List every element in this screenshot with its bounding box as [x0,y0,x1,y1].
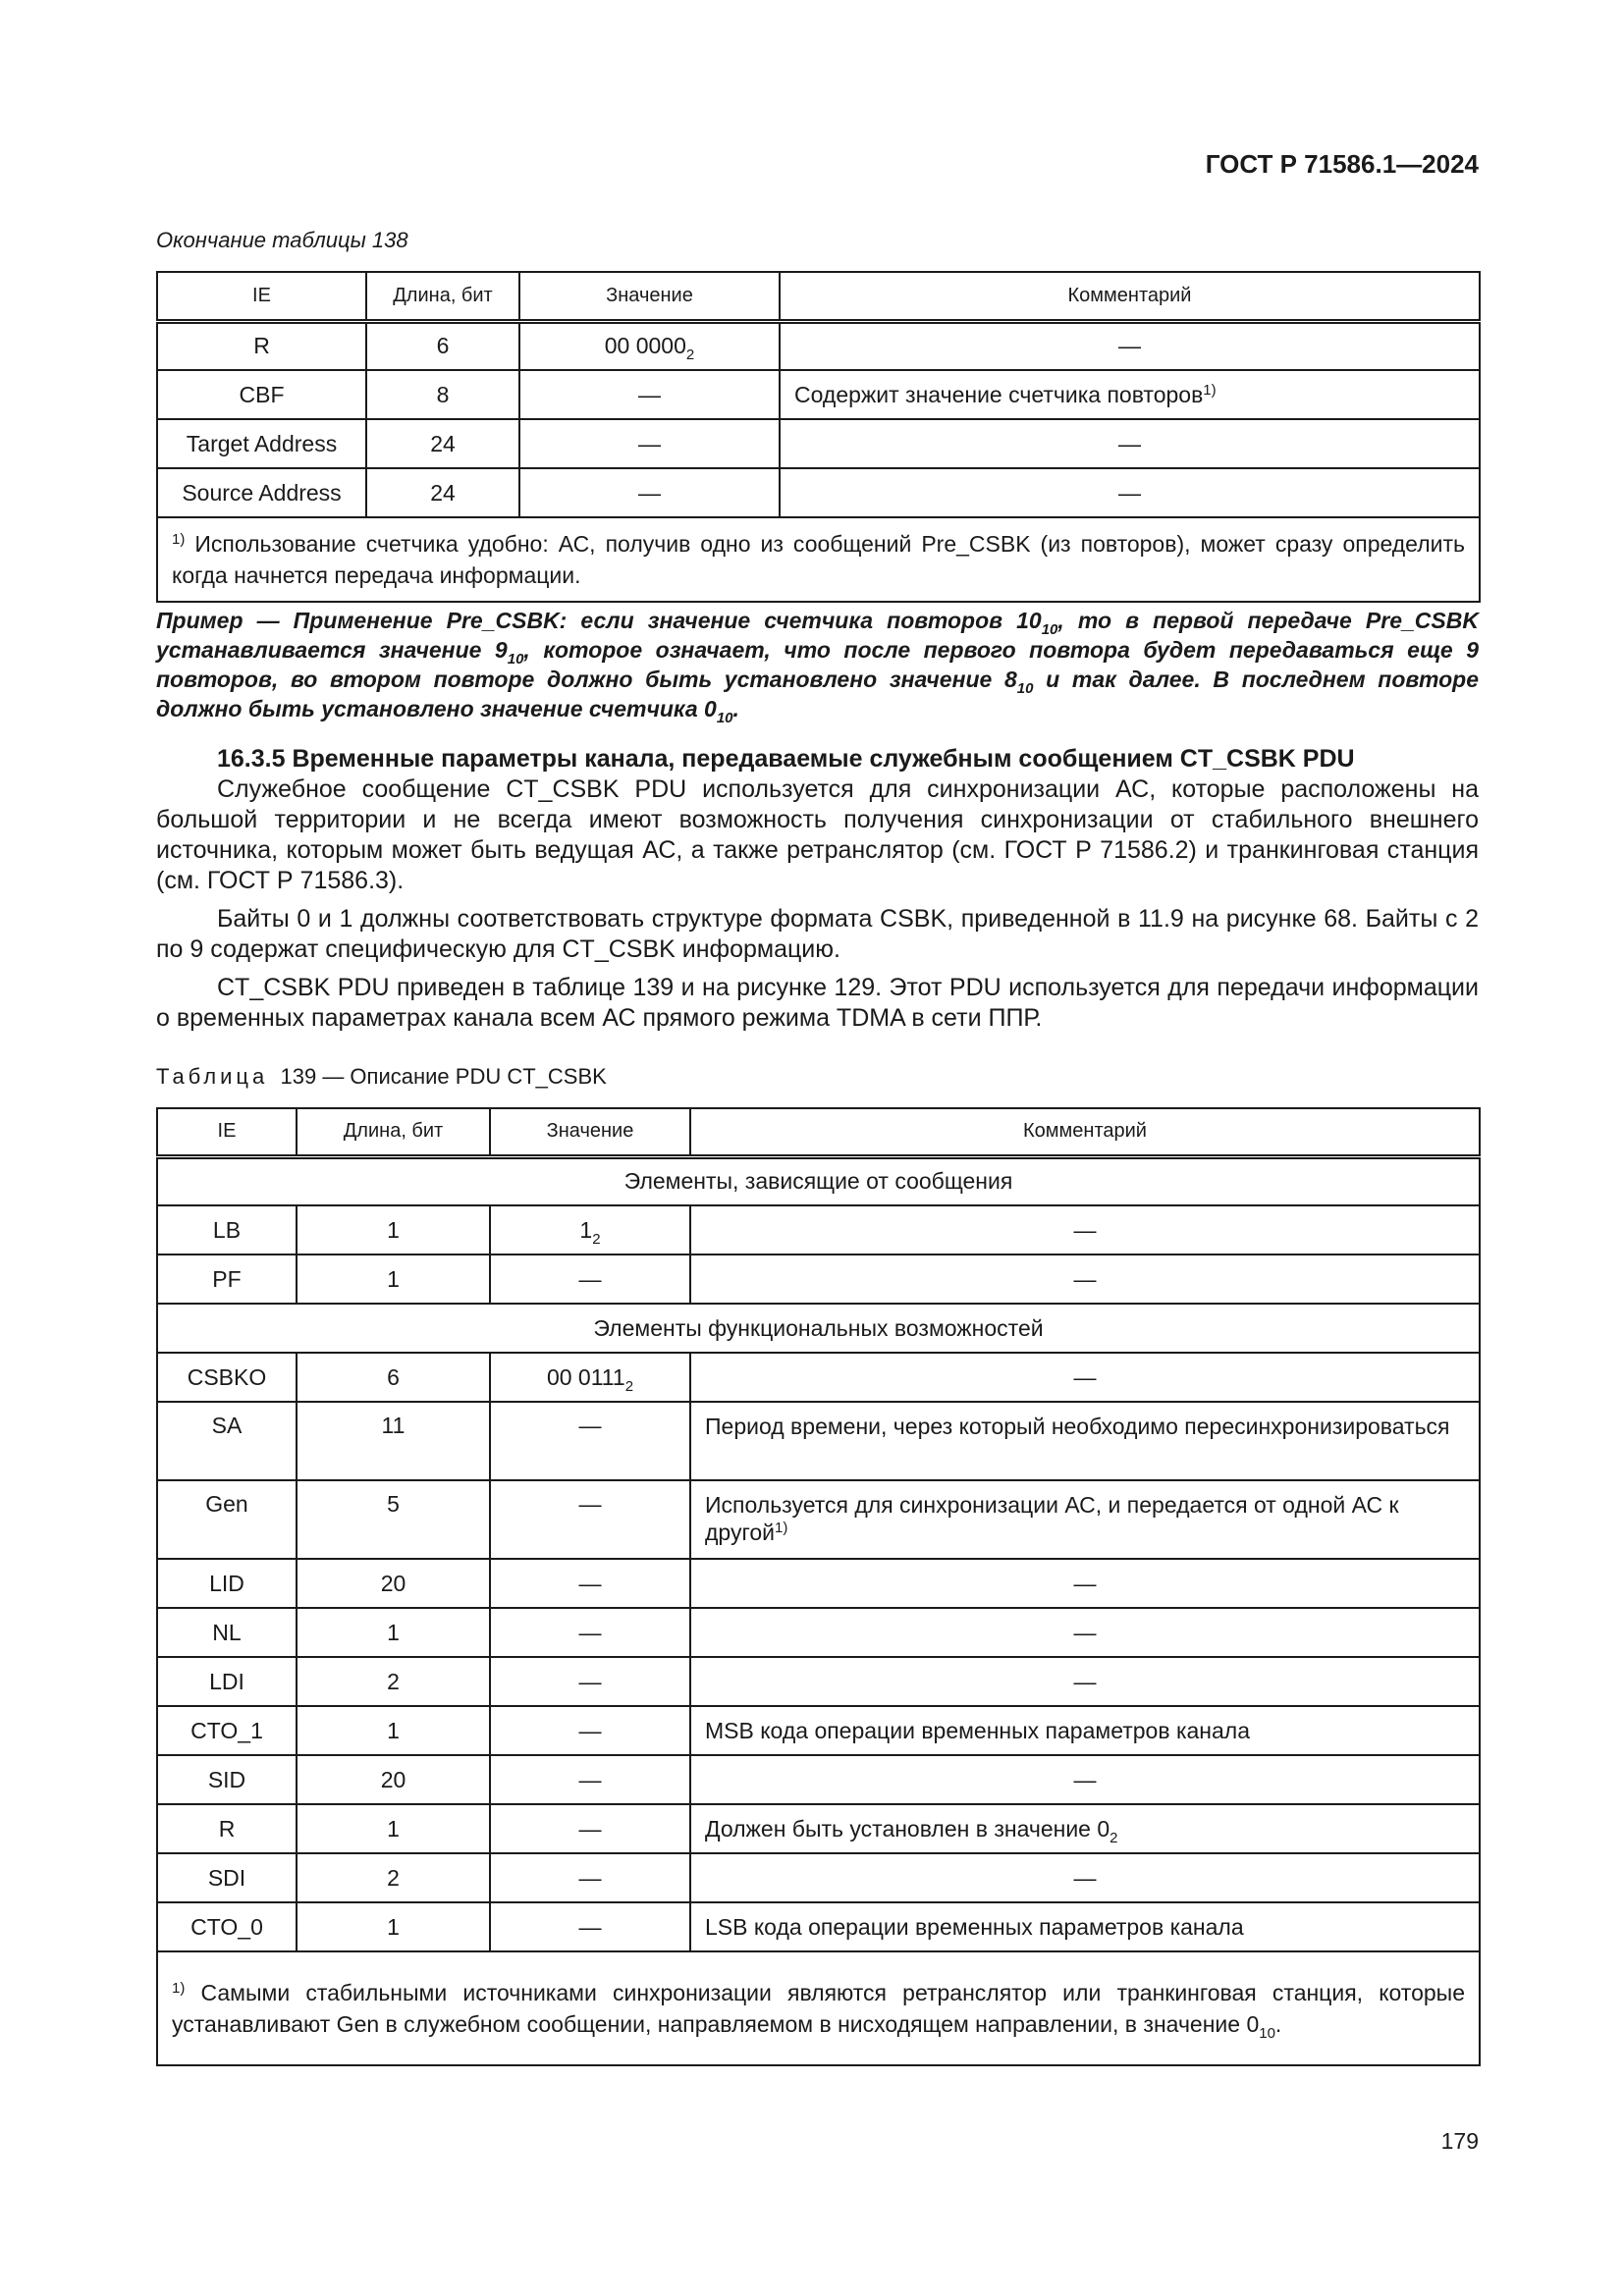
paragraph-2: Байты 0 и 1 должны соответствовать структуре формата CSBK, приведенной в 11.9 на рисунке 68. Байты с 2 по 9 содержат специфическую для CT_CSBK информацию. [156,905,1479,963]
cell-comment: — [690,1608,1480,1657]
cell-ie: R [157,321,366,370]
cell-comment: Используется для синхронизации АС, и передается от одной АС к другой$^{1)}$ [690,1480,1480,1559]
table139-caption: Таблица 139 — Описание PDU CT_CSBK [156,1064,607,1089]
footnote-row [157,517,1480,602]
cell-comment: Период времени, через который необходимо пересинхронизироваться [690,1402,1480,1480]
footnote-row [157,1951,1480,2065]
cell-comment: — [690,1657,1480,1706]
cell-comment: — [780,321,1480,370]
table-row [157,1608,1480,1657]
cell-ie: SID [157,1755,297,1804]
table-row [157,1804,1480,1853]
cell-comment: — [690,1755,1480,1804]
col-header-value: Значение [519,272,780,321]
col-header-value: Значение [490,1108,690,1156]
col-header-ie: IE [157,272,366,321]
cell-length: 1 [297,1205,490,1255]
table-row [157,1902,1480,1951]
cell-length: 8 [366,370,519,419]
cell-comment: — [690,1559,1480,1608]
table-row [157,1755,1480,1804]
col-header-comment: Комментарий [690,1108,1480,1156]
cell-ie: LB [157,1205,297,1255]
cell-value: $1_2$ [490,1205,690,1255]
cell-ie: PF [157,1255,297,1304]
cell-ie: SA [157,1402,297,1480]
cell-value: — [490,1853,690,1902]
table-row [157,1853,1480,1902]
cell-ie: CSBKO [157,1353,297,1402]
cell-length: 5 [297,1480,490,1559]
section-functional-elements: Элементы функциональных возможностей [157,1304,1480,1353]
cell-length: 6 [297,1353,490,1402]
cell-value: — [490,1902,690,1951]
section-16-3-5 [156,744,1479,1034]
cell-comment: — [690,1853,1480,1902]
table-row [157,1657,1480,1706]
paragraph-1: Служебное сообщение CT_CSBK PDU используется для синхронизации АС, которые расположены на большой территории и не всегда имеют возможность получения синхронизации от стабильного внешнего источника, которым может быть ведущая АС, а также ретранслятор (см. ГОСТ Р 71586.2) и транкинговая станция (см. ГОСТ Р 71586.3). [156,775,1479,894]
cell-length: 20 [297,1559,490,1608]
cell-ie: CTO_1 [157,1706,297,1755]
cell-value: — [490,1706,690,1755]
cell-length: 2 [297,1853,490,1902]
cell-comment: LSB кода операции временных параметров канала [690,1902,1480,1951]
table-row [157,370,1480,419]
cell-value: — [490,1608,690,1657]
col-header-comment: Комментарий [780,272,1480,321]
table-row [157,1480,1480,1559]
cell-value: — [519,419,780,468]
cell-value: — [490,1804,690,1853]
cell-length: 1 [297,1804,490,1853]
cell-length: 1 [297,1706,490,1755]
cell-value: 00 $0111_2$ [490,1353,690,1402]
cell-comment: — [690,1205,1480,1255]
cell-comment: — [690,1353,1480,1402]
table-row [157,1402,1480,1480]
col-header-length: Длина, бит [297,1108,490,1156]
cell-length: 24 [366,419,519,468]
cell-value: — [490,1402,690,1480]
section-row [157,1156,1480,1205]
table-139 [156,1107,1481,2066]
cell-value: — [490,1480,690,1559]
cell-length: 1 [297,1902,490,1951]
section-heading: 16.3.5 Временные параметры канала, передаваемые служебным сообщением CT_CSBK PDU [217,745,1355,773]
table138-footnote: $^{1)}$ Использование счетчика удобно: АС, получив одно из сообщений Pre_CSBK (из повторов), может сразу определить когда начнется передача информации. [157,517,1480,602]
cell-ie: Target Address [157,419,366,468]
cell-length: 24 [366,468,519,517]
cell-comment: — [780,419,1480,468]
paragraph-3: CT_CSBK PDU приведен в таблице 139 и на рисунке 129. Этот PDU используется для передачи информации о временных параметрах канала всем АС прямого режима TDMA в сети ППР. [156,974,1479,1032]
table-row [157,1255,1480,1304]
cell-value: — [519,370,780,419]
cell-length: 1 [297,1608,490,1657]
cell-ie: NL [157,1608,297,1657]
cell-value: — [490,1255,690,1304]
cell-comment: — [690,1255,1480,1304]
cell-value: — [490,1657,690,1706]
cell-length: 1 [297,1255,490,1304]
cell-ie: Gen [157,1480,297,1559]
cell-comment: MSB кода операции временных параметров канала [690,1706,1480,1755]
cell-length: 6 [366,321,519,370]
cell-ie: CBF [157,370,366,419]
cell-value: — [490,1755,690,1804]
col-header-ie: IE [157,1108,297,1156]
table138-caption: Окончание таблицы 138 [156,228,408,252]
cell-value: 00 $0000_2$ [519,321,780,370]
table-row [157,1706,1480,1755]
table-138 [156,271,1481,603]
cell-comment: Должен быть установлен в значение $0_2$ [690,1804,1480,1853]
cell-ie: LDI [157,1657,297,1706]
cell-ie: R [157,1804,297,1853]
table-row [157,1205,1480,1255]
section-row [157,1304,1480,1353]
table-row [157,1353,1480,1402]
cell-ie: CTO_0 [157,1902,297,1951]
cell-value: — [519,468,780,517]
page-number: 179 [1440,2128,1479,2154]
cell-length: 2 [297,1657,490,1706]
cell-length: 20 [297,1755,490,1804]
example-paragraph: Пример — Применение Pre_CSBK: если значение счетчика повторов $10_{10}$, то в первой передаче Pre_CSBK устанавливается значение $9_{10}$, которое означает, что после первого повтора будет передаваться еще 9 повторов, во втором повторе должно быть установлено значение $8_{10}$ и так далее. В последнем повторе должно быть установлено значение счетчика $0_{10}$. [156,608,1479,726]
standard-code: ГОСТ Р 71586.1—2024 [1205,149,1479,179]
cell-ie: Source Address [157,468,366,517]
cell-ie: LID [157,1559,297,1608]
section-message-elements: Элементы, зависящие от сообщения [157,1156,1480,1205]
table-row [157,1559,1480,1608]
cell-value: — [490,1559,690,1608]
table-row [157,468,1480,517]
table-row [157,419,1480,468]
col-header-length: Длина, бит [366,272,519,321]
cell-comment: — [780,468,1480,517]
cell-length: 11 [297,1402,490,1480]
cell-ie: SDI [157,1853,297,1902]
cell-comment: Содержит значение счетчика повторов$^{1)}$ [780,370,1480,419]
table-row [157,321,1480,370]
table139-footnote: $^{1)}$ Самыми стабильными источниками синхронизации являются ретранслятор или транкинговая станция, которые устанавливают Gen в служебном сообщении, направляемом в нисходящем направлении, в значение $0_{10}$. [157,1951,1480,2065]
